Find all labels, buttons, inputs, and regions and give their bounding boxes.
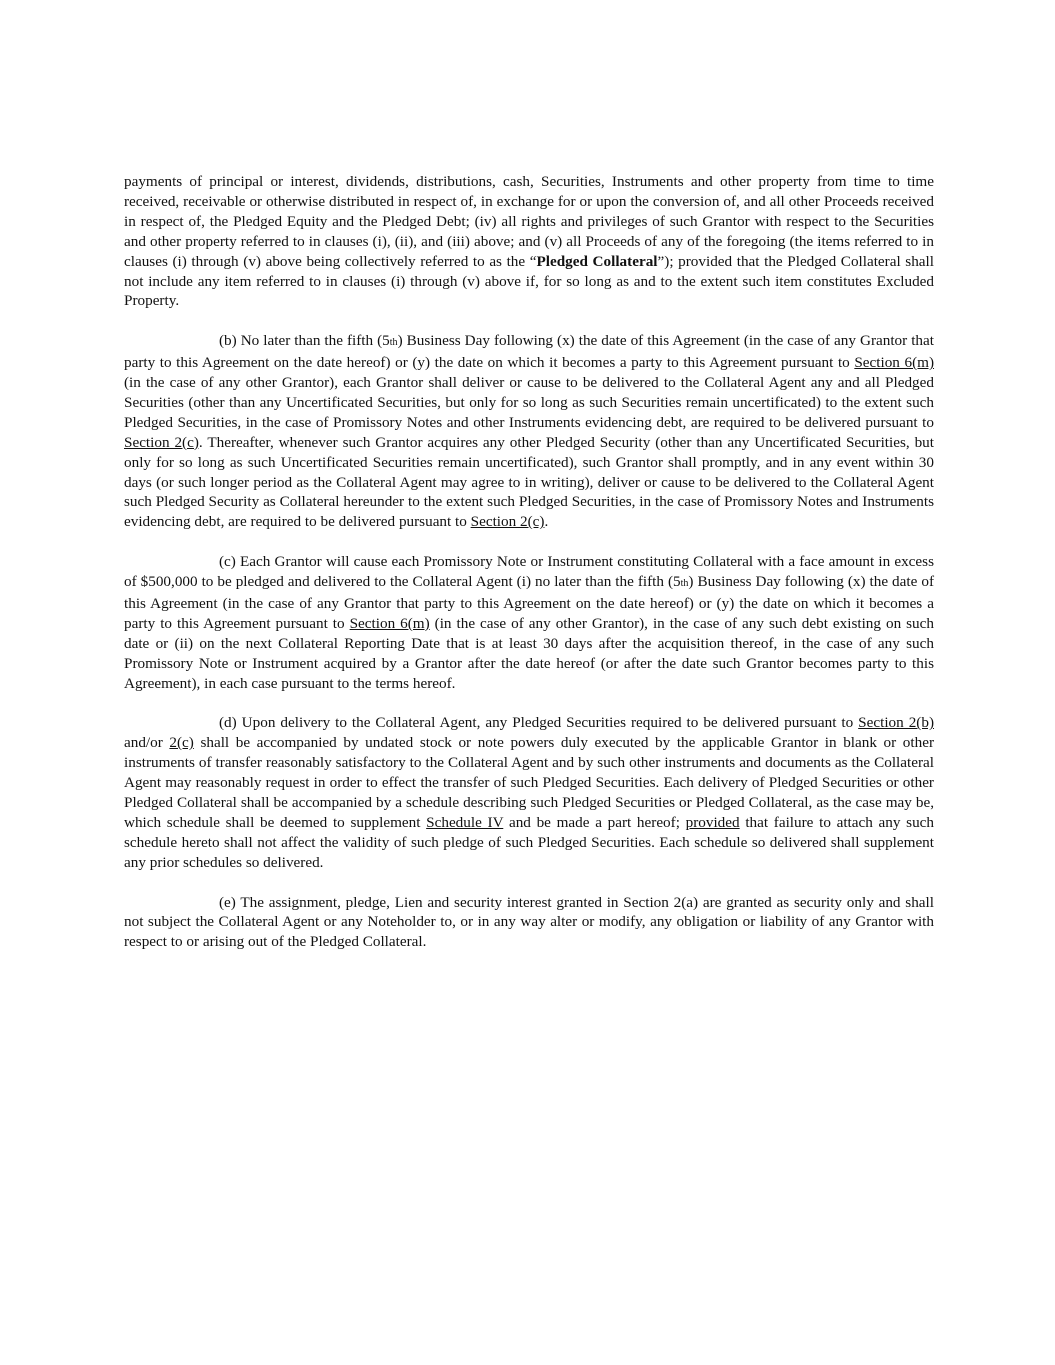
section-reference: Section 2(c) <box>124 433 199 451</box>
text: . <box>544 513 549 531</box>
section-reference: 2(c) <box>169 734 194 752</box>
paragraph-a-continuation <box>124 172 934 311</box>
text: (e) The assignment, pledge, Lien and security interest granted in Section 2(a) are granted as security only and shall not subject the Collateral Agent or any Noteholder to, or in any way alter or modify, any obligation or liability of any Grantor with respect to or arising out of the Pledged Collateral. <box>124 893 934 951</box>
paragraph-b <box>124 331 934 532</box>
section-reference: Section 6(m) <box>854 354 935 372</box>
text: that failure to attach any such schedule hereto shall not affect the validity of such pledge of such Pledged Securities. Each schedule so delivered shall supplement any prior schedules so delivered. <box>124 813 935 871</box>
text: and be made a part hereof; <box>503 813 686 831</box>
text: and/or <box>124 734 170 752</box>
paragraph-d <box>124 713 934 872</box>
text: shall be accompanied by undated stock or note powers duly executed by the applicable Grantor in blank or other instruments of transfer reasonably satisfactory to the Collateral Agent and by such other instruments and documents as the Collateral Agent may reasonably request in order to effect the transfer of such Pledged Securities. Each delivery of Pledged Securities or other Pledged Collateral shall be accompanied by a schedule describing such Pledged Securities or Pledged Collateral, as the case may be, which schedule shall be deemed to supplement <box>124 734 934 831</box>
document-page <box>124 172 934 972</box>
section-reference: Section 2(b) <box>858 714 934 732</box>
section-reference: Section 2(c) <box>470 513 545 531</box>
text: payments of principal or interest, dividends, distributions, cash, Securities, Instruments and other property from time to time received, receivable or otherwise distributed in respect of, in exchange for or upon the conversion of, and all other Proceeds received in respect of, the Pledged Equity and the Pledged Debt; (iv) all rights and privileges of such Grantor with respect to the Securities and other property referred to in clauses (i), (ii), and (iii) above; and (v) all Proceeds of any of the foregoing (the items referred to in clauses (i) through (v) above being collectively referred to as the “ <box>124 173 934 270</box>
section-reference: Section 6(m) <box>349 614 430 632</box>
text: ) Business Day following (x) the date of this Agreement (in the case of any Grantor that party to this Agreement on the date hereof) or (y) the date on which it becomes a party to this Agreement pursuant to <box>124 573 934 632</box>
text: ) Business Day following (x) the date of this Agreement (in the case of any Grantor that party to this Agreement on the date hereof) or (y) the date on which it becomes a party to this Agreement pursuant to <box>124 332 934 372</box>
text: (b) No later than the fifth (5 <box>219 332 390 350</box>
paragraph-c <box>124 552 934 693</box>
paragraph-e <box>124 893 934 953</box>
ordinal-suffix: th <box>389 337 398 349</box>
text: (in the case of any other Grantor), in the case of any such debt existing on such date or (ii) on the next Collateral Reporting Date that is at least 30 days after the acquisition thereof, in the case of any such Promissory Note or Instrument acquired by a Grantor after the date hereof (or after the date such Grantor becomes party to this Agreement), in each case pursuant to the terms hereof. <box>124 614 934 692</box>
proviso-term: provided <box>685 813 740 831</box>
schedule-reference: Schedule IV <box>426 813 504 831</box>
text: (c) Each Grantor will cause each Promissory Note or Instrument constituting Collateral with a face amount in excess of $500,000 to be pledged and delivered to the Collateral Agent (i) no later than the fifth (5 <box>124 553 934 591</box>
text: . Thereafter, whenever such Grantor acquires any other Pledged Security (other than any Uncertificated Securities, but only for so long as such Uncertificated Securities remain uncertificated), such Grantor shall promptly, and in any event within 30 days (or such longer period as the Collateral Agent may agree to in writing), deliver or cause to be delivered to the Collateral Agent such Pledged Security as Collateral hereunder to the extent such Pledged Securities, in the case of Promissory Notes and Instruments evidencing debt, are required to be delivered pursuant to <box>124 433 934 531</box>
defined-term: Pledged Collateral <box>536 252 658 270</box>
ordinal-suffix: th <box>680 578 689 590</box>
text: (d) Upon delivery to the Collateral Agent, any Pledged Securities required to be delivered pursuant to <box>219 714 859 732</box>
text: ”); provided that the Pledged Collateral shall not include any item referred to in clauses (i) through (v) above if, for so long as and to the extent such item constitutes Excluded Property. <box>124 252 934 310</box>
text: (in the case of any other Grantor), each Grantor shall deliver or cause to be delivered to the Collateral Agent any and all Pledged Securities (other than any Uncertificated Securities, but only for so long as such Securities remain uncertificated) to the extent such Pledged Securities, in the case of Promissory Notes and other Instruments evidencing debt, are required to be delivered pursuant to <box>124 374 934 431</box>
